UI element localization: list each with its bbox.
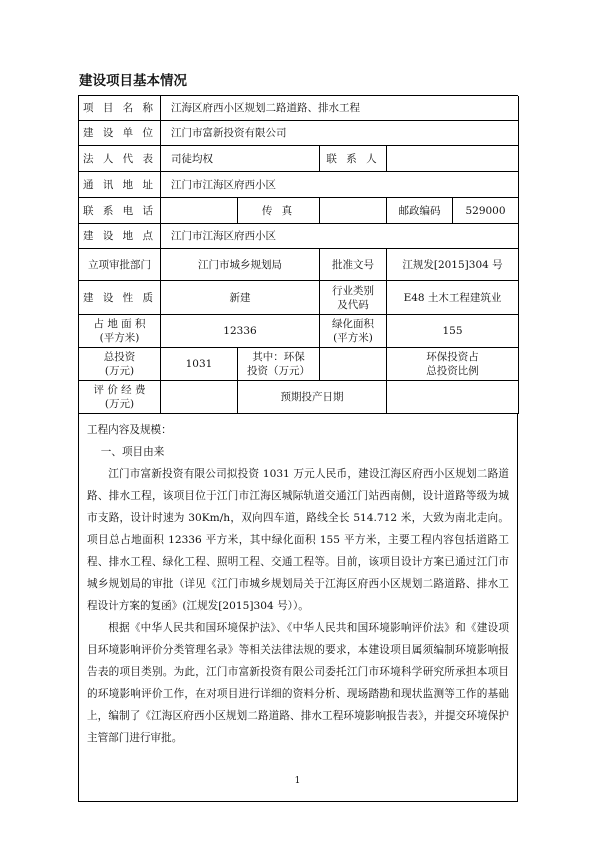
start-date-value — [387, 381, 519, 414]
row-project-name — [78, 95, 518, 121]
invest-value: 1031 — [161, 348, 238, 381]
project-info-form — [78, 95, 518, 802]
row-investment — [78, 348, 518, 381]
invest-label-line2: (万元) — [104, 365, 135, 377]
content-paragraph-2: 根据《中华人民共和国环境保护法》、《中华人民共和国环境影响评价法》和《建设项目环境影响评价分类管理名录》等相关法律法规的要求，本建设项目属须编制环境影响报告表的项目类别。为此，江门市富新投资有限公司委托江门市环境科学研究所承担本项目的环境影响评价工作，在对项目进行详细的资料分析、现场踏勘和现状监测等工作的基础上，编制了《江海区府西小区规划二路道路、排水工程环境影响报告表》，并提交环境保护主管部门进行审批。 — [87, 622, 509, 744]
nature-label: 建 设 性 质 — [79, 281, 161, 315]
section-title: 建设项目基本情况 — [79, 73, 187, 89]
project-name-value: 江海区府西小区规划二路道路、排水工程 — [161, 96, 519, 121]
eval-fee-value — [161, 381, 238, 414]
industry-label-line2: 及代码 — [337, 298, 369, 311]
legal-rep-value: 司徒均权 — [161, 146, 320, 172]
phone-value — [161, 198, 238, 224]
site-value: 江门市江海区府西小区 — [161, 224, 519, 249]
contact-label: 联 系 人 — [320, 146, 387, 172]
contact-value — [387, 146, 519, 172]
row-site — [78, 224, 518, 249]
row-phone — [78, 198, 518, 224]
content-heading: 工程内容及规模： — [87, 424, 172, 436]
project-content — [78, 414, 518, 802]
approval-dept-label: 立项审批部门 — [79, 249, 161, 281]
row-eval-fee — [78, 381, 518, 414]
content-subheading: 一、项目由来 — [100, 446, 165, 458]
legal-rep-label: 法 人 代 表 — [79, 146, 161, 172]
site-label: 建 设 地 点 — [79, 224, 161, 249]
green-label-line1: 绿化面积 — [332, 318, 374, 330]
page-number: 1 — [294, 776, 301, 786]
row-area — [78, 315, 518, 348]
area-label — [79, 315, 161, 348]
approval-no-value: 江规发[2015]304 号 — [387, 249, 519, 281]
row-address — [78, 172, 518, 198]
env-invest-value — [320, 348, 387, 381]
green-label — [320, 315, 387, 348]
builder-value: 江门市富新投资有限公司 — [161, 121, 519, 146]
start-date-label: 预期投产日期 — [238, 381, 387, 414]
address-label: 通 讯 地 址 — [79, 172, 161, 198]
industry-label-line1: 行业类别 — [332, 284, 374, 297]
project-name-label: 项 目 名 称 — [79, 96, 161, 121]
area-label-line2: (平方米) — [99, 332, 140, 344]
invest-label — [79, 348, 161, 381]
postcode-value: 529000 — [453, 198, 519, 224]
builder-label: 建 设 单 位 — [79, 121, 161, 146]
env-ratio-label — [387, 348, 519, 381]
postcode-label: 邮政编码 — [387, 198, 453, 224]
env-invest-label-line2: 投资（万元） — [247, 365, 310, 377]
phone-label: 联 系 电 话 — [79, 198, 161, 224]
row-nature — [78, 281, 518, 315]
approval-no-label: 批准文号 — [320, 249, 387, 281]
env-ratio-label-line1: 环保投资占 — [426, 351, 479, 363]
env-invest-label-line1: 其中：环保 — [252, 351, 305, 363]
fax-value — [320, 198, 387, 224]
env-invest-label — [238, 348, 320, 381]
row-builder — [78, 121, 518, 146]
invest-label-line1: 总投资 — [103, 351, 136, 363]
eval-fee-label-line2: (万元) — [104, 398, 135, 410]
green-value: 155 — [387, 315, 519, 348]
industry-value: E48 土木工程建筑业 — [387, 281, 519, 315]
approval-dept-value: 江门市城乡规划局 — [161, 249, 320, 281]
area-label-line1: 占 地 面 积 — [93, 318, 146, 330]
row-approval — [78, 249, 518, 281]
address-value: 江门市江海区府西小区 — [161, 172, 519, 198]
eval-fee-label-line1: 评 价 经 费 — [93, 384, 146, 396]
eval-fee-label — [79, 381, 161, 414]
green-label-line2: (平方米) — [333, 332, 373, 344]
area-value: 12336 — [161, 315, 320, 348]
content-paragraph-1: 江门市富新投资有限公司拟投资 1031 万元人民币，建设江海区府西小区规划二路道路、排水工程，该项目位于江门市江海区城际轨道交通江门站西南侧，设计道路等级为城市支路，设计时速为 30Km/h，双向四车道，路线全长 514.712 米，大致为南北走向。项目总占地面积 12336 平方米，其中绿化面积 155 平方米，主要工程内容包括道路工程、排水工程、绿化工程、照明工程、交通工程等。目前，该项目设计方案已通过江门市城乡规划局的审批（详见《江门市城乡规划局关于江海区府西小区规划二路道路、排水工程设计方案的复函》(江规发[2015]304 号））。 — [87, 468, 509, 612]
env-ratio-label-line2: 总投资比例 — [426, 365, 479, 377]
row-legal-rep — [78, 146, 518, 172]
nature-value: 新建 — [161, 281, 320, 315]
industry-label — [320, 281, 387, 315]
fax-label: 传 真 — [238, 198, 320, 224]
